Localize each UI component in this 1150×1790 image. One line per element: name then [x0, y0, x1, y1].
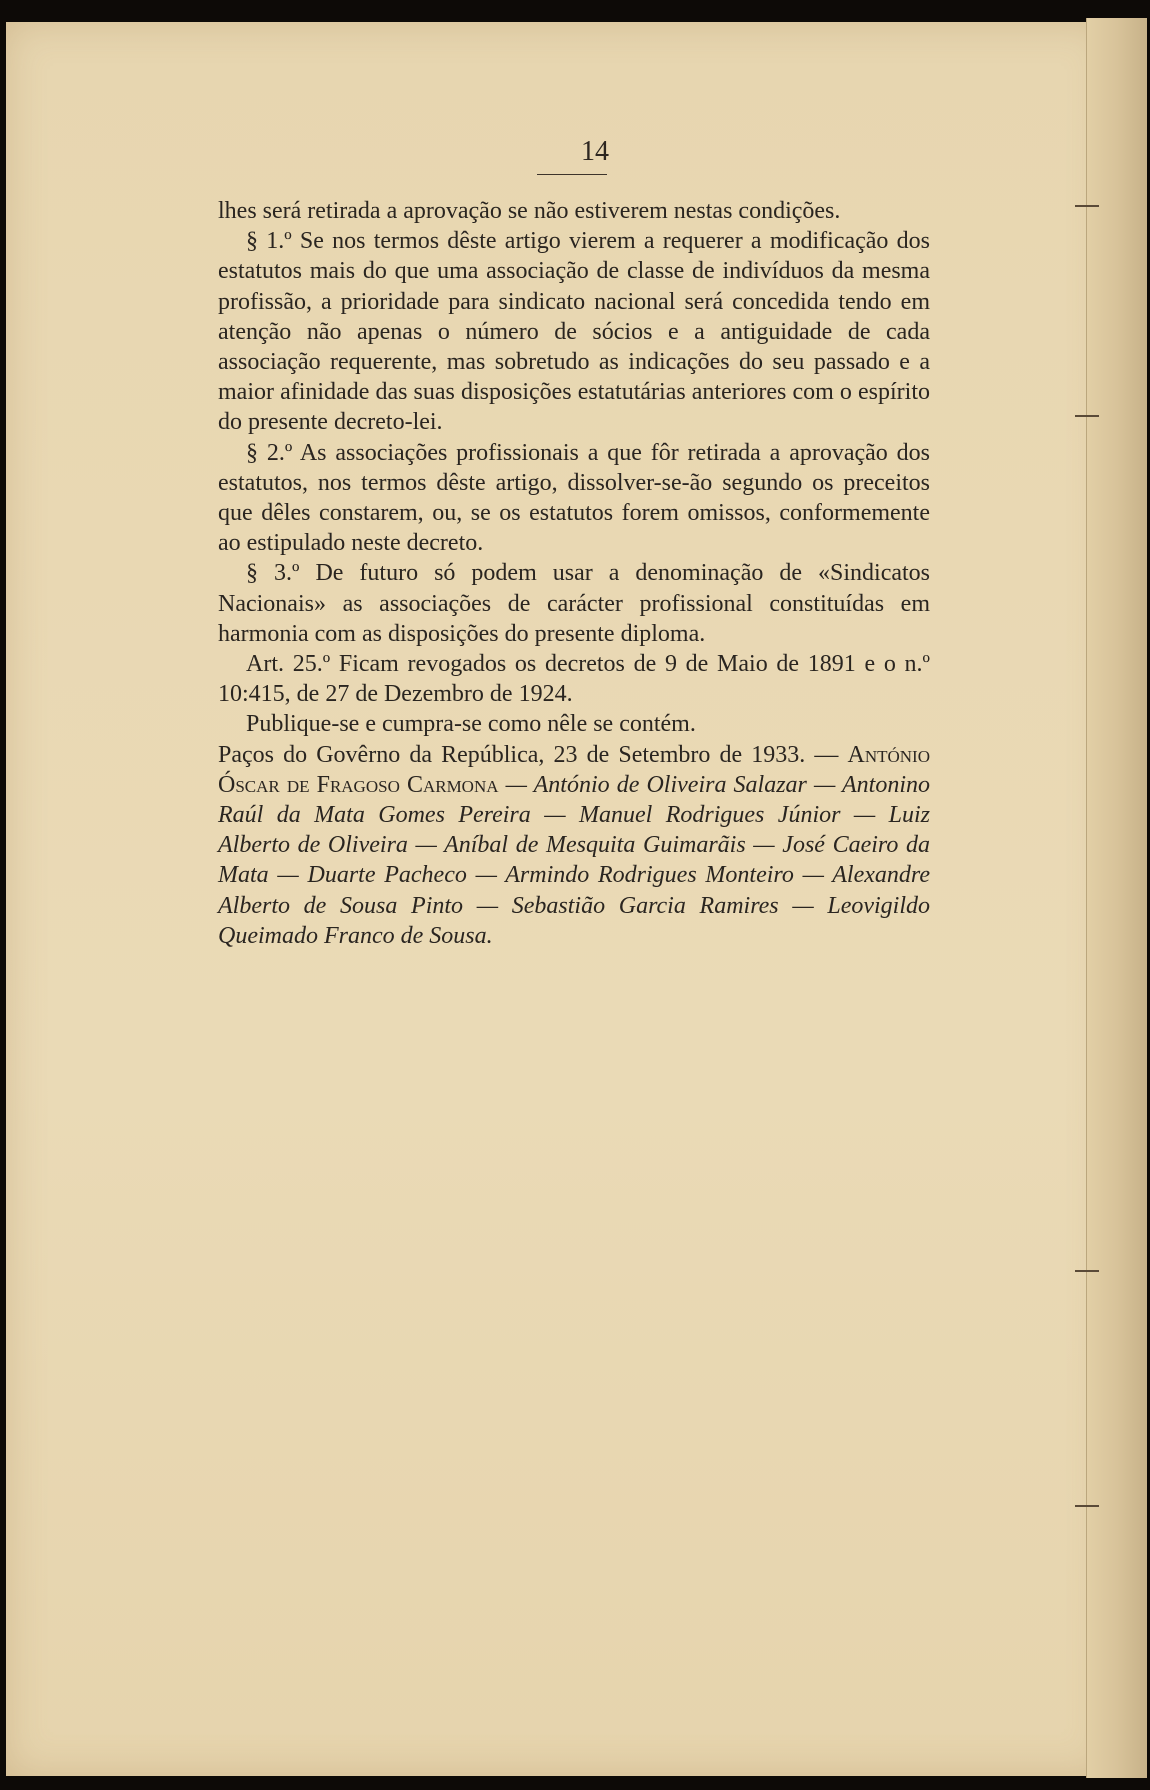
binding-mark [1075, 415, 1099, 417]
paragraph-publication: Publique-se e cumpra-se como nêle se contém. [246, 711, 696, 738]
binding-mark [1075, 1505, 1099, 1507]
paragraph-article-25: Art. 25.º Ficam revogados os decretos de 9 de Maio de 1891 e o n.º 10:415, de 27 de Dezembro de 1924. [218, 651, 930, 708]
page-edge [1086, 18, 1147, 1778]
signatories-ministers: — António de Oliveira Salazar — Antonino Raúl da Mata Gomes Pereira — Manuel Rodrigues Júnior — Luiz Alberto de Oliveira — Aníbal de Mesquita Guimarãis — José Caeiro da Mata — Duarte Pacheco — Armindo Rodrigues Monteiro — Alexandre Alberto de Sousa Pinto — Sebastião Garcia Ramires — Leovigildo Queimado Franco de Sousa. [218, 771, 930, 949]
paragraph-continuation: lhes será retirada a aprovação se não estiverem nestas condições. [218, 198, 841, 224]
page-number: 14 [581, 136, 609, 167]
paragraph-section-1: § 1.º Se nos termos dêste artigo vierem a requerer a modificação dos estatutos mais do que uma associação de classe de indivíduos da mesma profissão, a prioridade para sindicato nacional será concedida tendo em atenção não apenas o número de sócios e a antiguidade de cada associação requerente, mas sobretudo as indicações do seu passado e a maior afinidade das suas disposições estatutárias anteriores com o espírito do presente decreto-lei. [218, 228, 930, 436]
signatory-president: António Óscar de Fragoso Carmona [218, 741, 930, 798]
signature-intro: Paços do Govêrno da República, 23 de Setembro de 1933. — [218, 741, 839, 768]
paragraph-section-3: § 3.º De futuro só podem usar a denominação de «Sindicatos Nacionais» as associações de carácter profissional constituídas em harmonia com as disposições do presente diploma. [218, 560, 930, 647]
page-number-rule [537, 174, 607, 175]
paragraph-signatures [218, 740, 930, 951]
paragraph-section-2: § 2.º As associações profissionais a que fôr retirada a aprovação dos estatutos, nos termos dêste artigo, dissolver-se-ão segundo os preceitos que dêles constarem, ou, se os estatutos forem omissos, conformemente ao estipulado neste decreto. [218, 439, 930, 557]
binding-mark [1075, 205, 1099, 207]
binding-mark [1075, 1270, 1099, 1272]
body-text [218, 196, 930, 951]
